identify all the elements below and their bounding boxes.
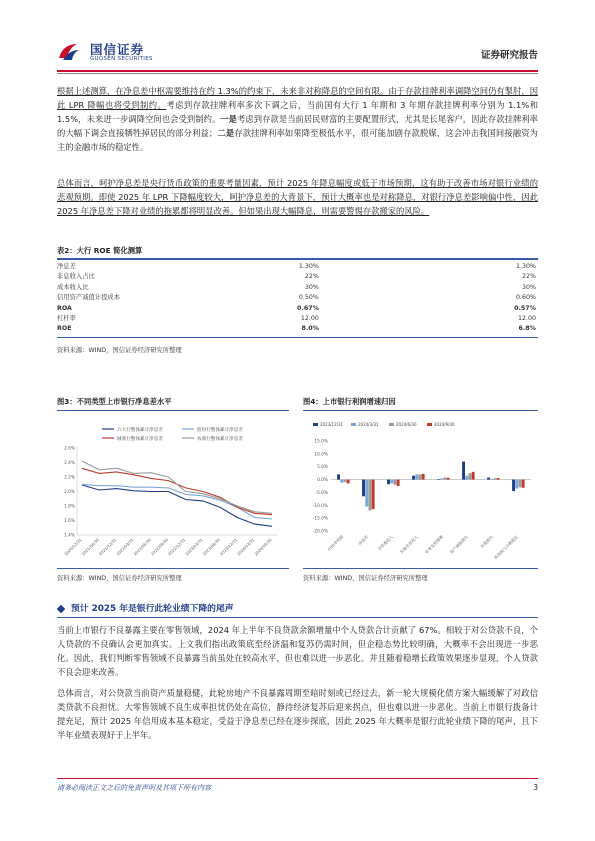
bar — [422, 474, 425, 480]
table-row — [57, 314, 538, 324]
x-tick-label: 资产减值损失 — [448, 534, 470, 555]
legend-swatch — [389, 423, 394, 426]
bar — [462, 462, 465, 480]
bar — [447, 478, 450, 480]
company-logo-icon — [57, 40, 81, 64]
y-tick-label: 10.0% — [314, 452, 328, 458]
legend-label: 城商行整体累计净息差 — [117, 437, 163, 442]
table-row — [57, 283, 538, 293]
legend-swatch — [427, 423, 432, 426]
y-tick-label: -20.0% — [312, 529, 328, 535]
y-tick-label: 15.0% — [314, 439, 328, 445]
y-tick-label: -15.0% — [312, 516, 328, 522]
y-tick-label: -10.0% — [312, 503, 328, 509]
table-row — [57, 304, 538, 314]
paragraph-run: 考虑到存款是当前居民财富的主要配置形式，尤其是长尾客户，因此存款挂牌利率的大幅下调会直接牺牲掉居民的部分利益； — [57, 114, 538, 139]
table-row — [57, 262, 538, 272]
y-tick-label: 5.0% — [317, 465, 328, 471]
x-tick-label: 2022/03/31 — [115, 537, 135, 557]
table-cell: 12.00 — [300, 315, 319, 323]
x-tick-label: 2024/03/31 — [236, 537, 256, 557]
x-tick-label: 2022/12/31 — [166, 537, 187, 557]
logo-text-cn: 国信证券 — [90, 42, 145, 57]
page-number: 3 — [533, 783, 538, 792]
figure3-chart — [57, 413, 289, 565]
bar — [469, 473, 472, 479]
bar — [362, 480, 365, 497]
table-cell: 12.00 — [517, 315, 536, 323]
table-row — [57, 324, 538, 334]
section-bullet-icon — [57, 605, 65, 613]
bar — [444, 478, 447, 480]
figure3-source: 资料来源：WIND，国信证券经济研究所整理 — [57, 575, 182, 582]
x-tick-label: 2020/12/31 — [63, 537, 83, 557]
bar — [472, 472, 475, 480]
paragraph-run: 根据上述测算，在净息差中枢需要维持在约 1.3%的约束下，未来非对称降息的空间有限。由于存款挂牌利率调降空间仍有掣肘，因此 LPR 降幅也将受到制约。 — [57, 86, 538, 111]
bar — [487, 478, 490, 480]
legend-label: 农商行整体累计净息差 — [197, 437, 243, 442]
legend-label: 2024/9/30 — [434, 422, 455, 427]
bar — [337, 474, 340, 479]
table-cell: 22% — [304, 273, 319, 281]
bar — [440, 478, 443, 479]
table-cell: 非息收入占比 — [57, 273, 95, 281]
y-tick-label: 1.4% — [64, 533, 75, 539]
legend-label: 六大行整体累计净息差 — [117, 428, 163, 433]
figure3-title: 图3：不同类型上市银行净息差水平 — [57, 397, 172, 406]
table-cell: ROA — [57, 304, 72, 312]
x-tick-label: 业务及管理费 — [423, 534, 445, 555]
bar — [437, 479, 440, 480]
table-cell: 1.30% — [298, 263, 319, 270]
figure3-bottom-rule — [57, 568, 289, 569]
roe-table — [57, 262, 538, 335]
bar — [394, 480, 397, 485]
table-cell: 信用资产减值计提成本 — [57, 294, 120, 302]
x-tick-label: 2024/06/30 — [253, 537, 273, 557]
table-cell: 6.8% — [518, 325, 536, 333]
x-tick-label: 净息差 — [357, 534, 370, 547]
bar — [494, 478, 497, 479]
footer-disclaimer: 请务必阅读正文之后的免责声明及其项下所有内容 — [57, 784, 211, 792]
table-cell: 22% — [522, 273, 536, 281]
y-tick-label: 2.6% — [64, 446, 75, 452]
x-tick-label: 所得税与少数股东 — [493, 534, 520, 561]
legend-swatch — [313, 423, 318, 426]
table-top-rule — [57, 258, 538, 260]
legend-label: 2024/3/31 — [358, 422, 379, 427]
legend-label: 股份行整体累计净息差 — [197, 428, 243, 433]
figure3-rule — [57, 410, 289, 411]
bar — [397, 480, 400, 486]
table-cell: 1.30% — [515, 263, 536, 270]
bar — [419, 474, 422, 479]
x-tick-label: 2021/06/30 — [80, 537, 100, 557]
bar — [490, 479, 493, 480]
table-cell: 杠杆率 — [57, 315, 76, 323]
x-tick-label: 2021/12/31 — [97, 537, 118, 557]
paragraph-asset-quality: 总体而言，对公贷款当前资产质量稳健，此轮房地产不良暴露周期至暗时刻或已经过去，新一轮大规模化债方案大幅缓解了对政信类贷款不良担忧。大零售领域不良生成率担忧仍处在高位，静待经济复苏后迎来拐点，但也难以进一步恶化。当前上市银行拨备计提充足，预计 2025 年信用成本基本稳定，受益于净息差已经在逐步探底，因此 2025 年大概率是银行此轮业绩下降的尾声，且下半年业绩表现好于上半年。 — [57, 688, 538, 741]
x-tick-label: 归母净利润 — [326, 534, 345, 552]
x-tick-label: 2022/06/30 — [132, 537, 152, 557]
table-cell: 0.60% — [515, 294, 536, 302]
y-tick-label: 1.6% — [64, 519, 75, 524]
bar — [415, 474, 418, 479]
bar — [365, 480, 368, 507]
x-tick-label: 2022/09/30 — [149, 537, 170, 557]
bar — [344, 480, 347, 483]
bar — [412, 476, 415, 480]
x-tick-label: 2023/12/31 — [218, 537, 239, 557]
series-line — [82, 461, 272, 513]
paragraph-run: 考虑到存款挂牌利率多次下调之后，当前国有大行 1 年期和 3 年期存款挂牌利率分别为 1.1%和 1.5%，未来进一步调降空间也会受到制约。 — [57, 100, 538, 125]
figure4-chart — [303, 413, 538, 565]
section-title: 预计 2025 年是银行此轮业绩下降的尾声 — [71, 604, 234, 614]
y-tick-label: 0.0% — [317, 478, 328, 484]
paragraph-nim-summary — [57, 176, 538, 218]
paragraph-run: 总体而言，呵护净息差是央行货币政策的重要考量因素，预计 2025 年降息幅度或低于市场预期，这有助于改善市场对银行业绩的悲观预期。即使 2025 年 LPR 下降幅度较大，呵护净息差的大背景下，预计大概率也是对称降息，对银行净息差影响偏中性，因此 2025 年净息差下降对业绩的拖累都将明显改善。但如果出现大幅降息，则需要警惕存款搬家的风险。 — [57, 178, 538, 217]
y-tick-label: 1.8% — [64, 504, 75, 510]
x-tick-label: 其他非息收入 — [398, 534, 420, 555]
bar — [387, 480, 390, 485]
table-row — [57, 293, 538, 303]
bar — [465, 476, 468, 480]
paragraph-run: 一是 — [220, 114, 238, 125]
bar — [390, 480, 393, 484]
bar — [372, 480, 375, 510]
bar — [522, 480, 525, 488]
bar — [512, 480, 515, 492]
x-tick-label: 2023/06/30 — [201, 537, 221, 557]
y-tick-label: 2.2% — [64, 475, 75, 481]
logo-text-en: GUOSEN SECURITIES — [90, 56, 153, 62]
x-tick-label: 2023/03/31 — [184, 537, 204, 557]
paragraph-run: 存款挂牌利率如果降至极低水平，很可能加剧存款脱媒，这会冲击我国间接融资为主的金融市场的稳定性。 — [57, 128, 538, 153]
paragraph-deposit-rate — [57, 84, 538, 154]
table-title: 表2：大行 ROE 简化测算 — [57, 246, 143, 255]
table-source: 资料来源：WIND，国信证券经济研究所整理 — [57, 347, 182, 354]
y-tick-label: 2.4% — [64, 461, 75, 466]
table-cell: 0.50% — [298, 294, 319, 302]
footer-divider — [57, 778, 538, 779]
figure4-title: 图4：上市银行利润增速归因 — [303, 397, 396, 406]
header-divider — [57, 70, 538, 72]
bar — [347, 480, 350, 484]
bar — [497, 478, 500, 480]
paragraph-run: 二是 — [217, 128, 235, 139]
table-bottom-rule — [57, 337, 538, 338]
table-cell: 0.57% — [514, 304, 536, 312]
y-tick-label: -5.0% — [315, 490, 328, 496]
section-rule — [57, 617, 538, 618]
x-tick-label: 手续费收入 — [376, 534, 395, 552]
bar — [515, 480, 518, 489]
bar — [369, 480, 372, 511]
bar — [340, 480, 343, 483]
table-cell: 8.0% — [301, 325, 319, 333]
table-cell: 0.67% — [297, 304, 319, 312]
x-tick-label: 其他损失 — [479, 534, 495, 550]
table-cell: ROE — [57, 325, 72, 333]
report-type-label: 证券研究报告 — [480, 50, 538, 61]
table-cell: 30% — [304, 283, 319, 291]
figure4-bottom-rule — [303, 568, 538, 569]
header-divider-thin — [57, 73, 538, 74]
y-tick-label: 2.0% — [64, 490, 75, 495]
figure4-source: 资料来源：WIND，国信证券经济研究所整理 — [303, 575, 428, 582]
paragraph-retail-npl: 当前上市银行不良暴露主要在零售领域，2024 年上半年不良贷款余额增量中个人贷款合计贡献了 67%。相较于对公贷款不良，个人贷款的不良确认会更加真实。上文我们指出政策底至经济温和复苏仍需时间，但企稳态势比较明确，大概率不会出现进一步恶化。因此，我们判断零售领域不良暴露当前虽处在较高水平，但也难以进一步恶化。并且随着稳增长政策效果逐步显现，个人贷款不良会迎来改善。 — [57, 625, 538, 678]
table-cell: 成本收入比 — [57, 283, 89, 291]
legend-swatch — [351, 423, 356, 426]
table-cell: 净息差 — [57, 263, 76, 270]
figure4-rule — [303, 410, 538, 411]
table-row — [57, 272, 538, 282]
bar — [519, 480, 522, 488]
legend-label: 2024/6/30 — [396, 422, 417, 427]
table-cell: 30% — [522, 283, 536, 291]
legend-label: 2023/12/31 — [320, 422, 344, 427]
